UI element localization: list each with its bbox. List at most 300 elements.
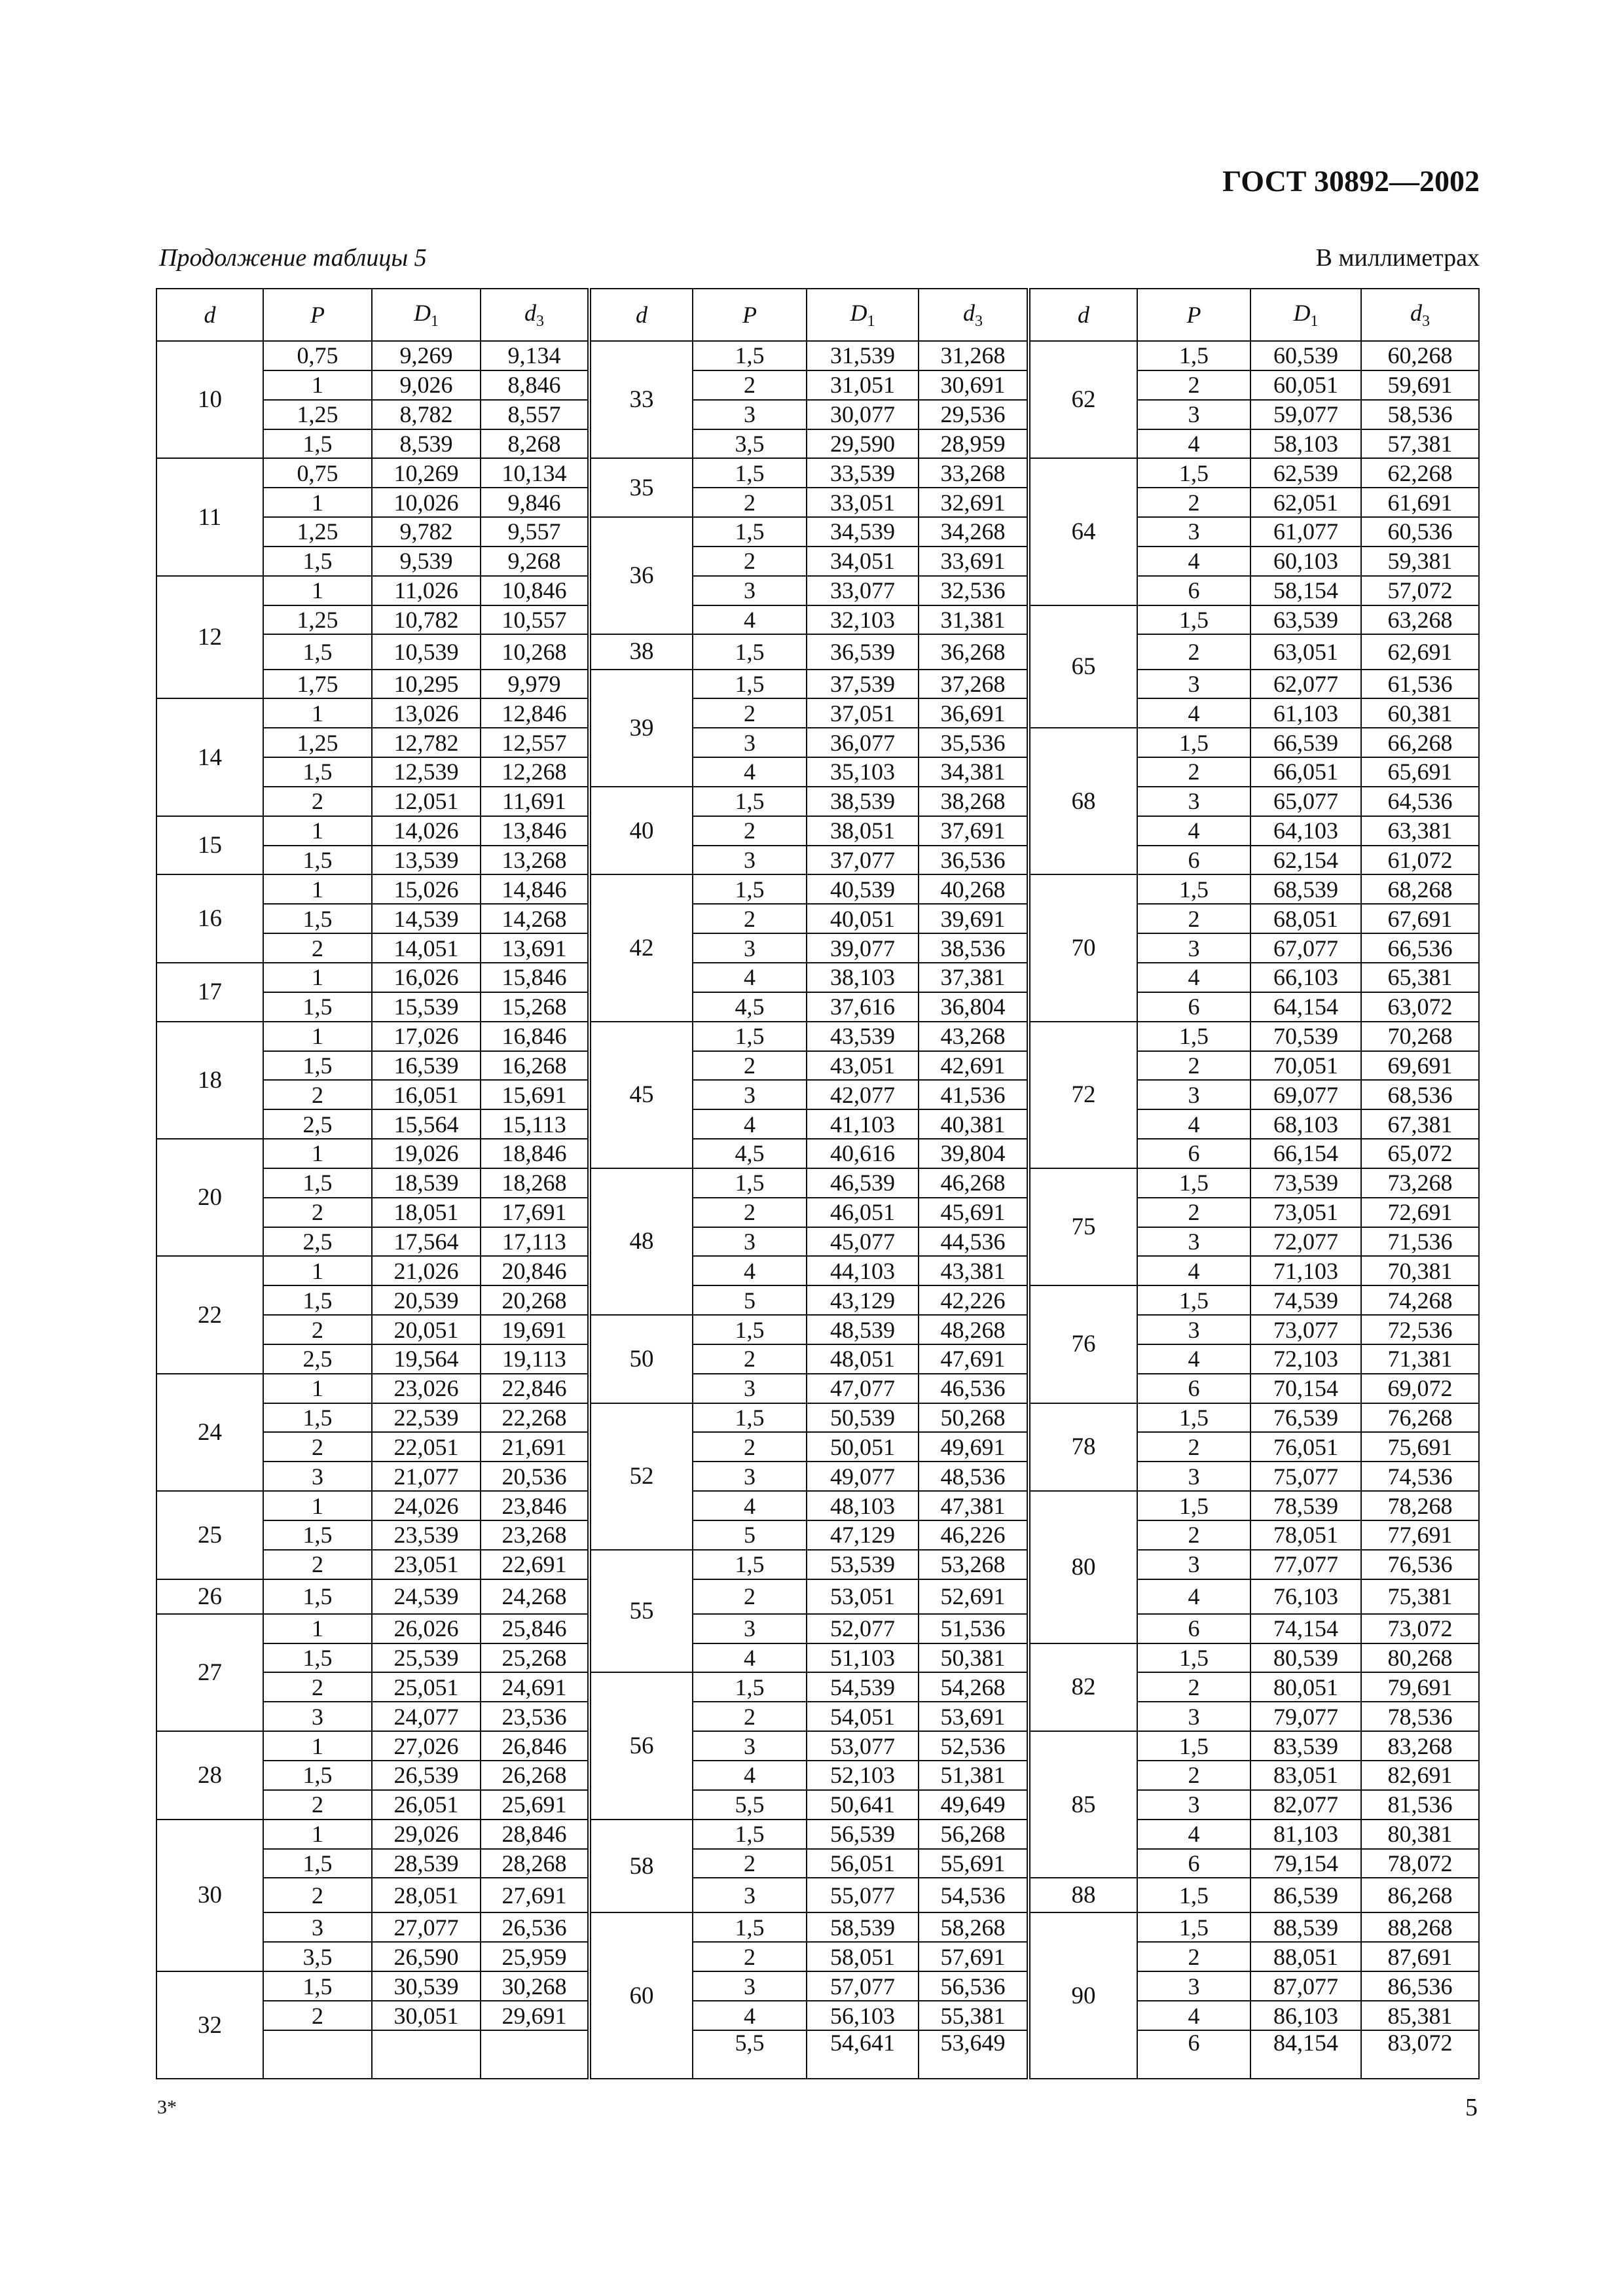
d1-cell: 23,026 <box>372 1374 481 1403</box>
pitch-cell: 3 <box>1137 1315 1250 1344</box>
d3-cell: 63,381 <box>1361 816 1479 846</box>
table-row <box>156 341 1479 370</box>
pitch-cell: 1,25 <box>263 400 372 429</box>
col-header-d3: $d_3$ <box>1361 289 1479 341</box>
units-label: В миллиметрах <box>1315 244 1480 272</box>
d1-cell: 82,077 <box>1250 1790 1361 1820</box>
d3-cell: 50,381 <box>919 1643 1029 1673</box>
page-number: 5 <box>1465 2094 1478 2121</box>
pitch-cell: 1,5 <box>1137 728 1250 757</box>
pitch-cell: 1,5 <box>1137 1022 1250 1051</box>
pitch-cell: 1,5 <box>1137 341 1250 370</box>
d3-cell: 36,536 <box>919 846 1029 875</box>
pitch-cell: 3 <box>693 1731 807 1761</box>
d3-cell: 12,846 <box>481 698 589 728</box>
d3-cell: 25,959 <box>481 1942 589 1971</box>
d3-cell: 64,536 <box>1361 787 1479 816</box>
table-row <box>156 1022 1479 1051</box>
pitch-cell: 3 <box>693 1878 807 1912</box>
d3-cell: 24,691 <box>481 1672 589 1702</box>
pitch-cell: 2 <box>693 1432 807 1462</box>
pitch-cell: 2 <box>263 1080 372 1109</box>
d1-cell: 46,539 <box>807 1168 919 1198</box>
d3-cell: 30,268 <box>481 1971 589 2001</box>
d3-cell: 23,846 <box>481 1491 589 1520</box>
diameter-cell: 72 <box>1029 1022 1137 1168</box>
diameter-cell: 70 <box>1029 874 1137 1021</box>
pitch-cell: 2 <box>1137 1520 1250 1550</box>
d1-cell: 16,539 <box>372 1051 481 1081</box>
d1-cell: 47,077 <box>807 1374 919 1403</box>
pitch-cell: 3 <box>263 1702 372 1731</box>
d3-cell: 22,268 <box>481 1403 589 1433</box>
d1-cell: 73,051 <box>1250 1198 1361 1227</box>
d3-cell: 75,381 <box>1361 1579 1479 1614</box>
d1-cell: 56,103 <box>807 2001 919 2030</box>
d3-cell: 32,536 <box>919 576 1029 605</box>
pitch-cell: 2,5 <box>263 1344 372 1374</box>
d1-cell: 18,051 <box>372 1198 481 1227</box>
d3-cell: 10,846 <box>481 576 589 605</box>
pitch-cell: 2 <box>1137 757 1250 787</box>
pitch-cell: 2 <box>263 1432 372 1462</box>
pitch-cell: 1,5 <box>263 1643 372 1673</box>
pitch-cell: 3 <box>1137 1227 1250 1257</box>
d3-cell: 31,381 <box>919 605 1029 635</box>
d3-cell: 85,381 <box>1361 2001 1479 2030</box>
d3-cell: 10,134 <box>481 458 589 488</box>
d3-cell: 33,691 <box>919 547 1029 576</box>
pitch-cell: 2 <box>1137 1198 1250 1227</box>
pitch-cell: 4 <box>1137 1344 1250 1374</box>
thread-dimensions-table <box>156 288 1480 2079</box>
d3-cell: 48,536 <box>919 1462 1029 1491</box>
d1-cell: 76,539 <box>1250 1403 1361 1433</box>
diameter-cell: 64 <box>1029 458 1137 605</box>
d3-cell: 19,113 <box>481 1344 589 1374</box>
pitch-cell: 4 <box>693 1761 807 1790</box>
pitch-cell: 3 <box>1137 1080 1250 1109</box>
d1-cell: 60,051 <box>1250 370 1361 400</box>
diameter-cell: 65 <box>1029 605 1137 728</box>
d1-cell: 29,590 <box>807 429 919 459</box>
pitch-cell: 6 <box>1137 1849 1250 1878</box>
d3-cell: 86,268 <box>1361 1878 1479 1912</box>
d1-cell: 26,539 <box>372 1761 481 1790</box>
table-row <box>156 1550 1479 1579</box>
d1-cell: 78,539 <box>1250 1491 1361 1520</box>
d3-cell: 58,536 <box>1361 400 1479 429</box>
d1-cell: 74,539 <box>1250 1285 1361 1315</box>
d1-cell: 10,269 <box>372 458 481 488</box>
d1-cell: 38,539 <box>807 787 919 816</box>
pitch-cell: 2 <box>263 1672 372 1702</box>
diameter-cell: 85 <box>1029 1731 1137 1878</box>
d3-cell: 59,381 <box>1361 547 1479 576</box>
d1-cell: 88,051 <box>1250 1942 1361 1971</box>
d1-cell: 18,539 <box>372 1168 481 1198</box>
d3-cell: 65,381 <box>1361 963 1479 992</box>
d3-cell: 39,804 <box>919 1139 1029 1168</box>
d1-cell: 28,539 <box>372 1849 481 1878</box>
pitch-cell: 1,5 <box>1137 1912 1250 1942</box>
table-row <box>156 874 1479 904</box>
d1-cell: 37,077 <box>807 846 919 875</box>
d1-cell: 52,077 <box>807 1614 919 1643</box>
d1-cell: 12,539 <box>372 757 481 787</box>
d1-cell: 75,077 <box>1250 1462 1361 1491</box>
d1-cell: 53,539 <box>807 1550 919 1579</box>
d1-cell: 60,539 <box>1250 341 1361 370</box>
d3-cell: 67,381 <box>1361 1109 1479 1139</box>
d3-cell: 73,072 <box>1361 1614 1479 1643</box>
pitch-cell: 6 <box>1137 2030 1250 2079</box>
pitch-cell: 1,5 <box>1137 1731 1250 1761</box>
diameter-cell: 55 <box>589 1550 693 1673</box>
d1-cell: 83,539 <box>1250 1731 1361 1761</box>
diameter-cell: 42 <box>589 874 693 1021</box>
diameter-cell: 18 <box>156 1022 263 1139</box>
d3-cell: 56,536 <box>919 1971 1029 2001</box>
d1-cell: 24,026 <box>372 1491 481 1520</box>
pitch-cell: 1,5 <box>263 904 372 933</box>
pitch-cell: 1,5 <box>693 1820 807 1849</box>
table-row <box>156 1462 1479 1491</box>
d3-cell: 43,268 <box>919 1022 1029 1051</box>
d3-cell: 57,072 <box>1361 576 1479 605</box>
d3-cell: 69,691 <box>1361 1051 1479 1081</box>
pitch-cell: 3 <box>693 1462 807 1491</box>
pitch-cell: 1 <box>263 1022 372 1051</box>
table-row <box>156 963 1479 992</box>
col-header-d1: $D_1$ <box>1250 289 1361 341</box>
d1-cell: 46,051 <box>807 1198 919 1227</box>
d3-cell: 9,134 <box>481 341 589 370</box>
diameter-cell: 75 <box>1029 1168 1137 1285</box>
pitch-cell: 2 <box>263 933 372 963</box>
d1-cell: 27,077 <box>372 1912 481 1942</box>
d1-cell: 84,154 <box>1250 2030 1361 2079</box>
d1-cell: 20,051 <box>372 1315 481 1344</box>
table-row <box>156 1168 1479 1198</box>
pitch-cell: 4 <box>693 1491 807 1520</box>
d1-cell: 26,026 <box>372 1614 481 1643</box>
pitch-cell: 1,25 <box>263 605 372 635</box>
col-header-p: P <box>1137 289 1250 341</box>
diameter-cell: 30 <box>156 1820 263 1971</box>
pitch-cell: 4,5 <box>693 992 807 1022</box>
d1-cell: 21,026 <box>372 1256 481 1285</box>
d1-cell: 25,051 <box>372 1672 481 1702</box>
pitch-cell: 3 <box>693 1227 807 1257</box>
table-row <box>156 1374 1479 1403</box>
pitch-cell: 1,5 <box>1137 605 1250 635</box>
d1-cell: 19,564 <box>372 1344 481 1374</box>
pitch-cell: 3 <box>1137 400 1250 429</box>
pitch-cell: 1 <box>263 1256 372 1285</box>
pitch-cell: 2 <box>1137 370 1250 400</box>
d3-cell: 39,691 <box>919 904 1029 933</box>
d1-cell: 51,103 <box>807 1643 919 1673</box>
pitch-cell: 1,5 <box>693 1672 807 1702</box>
pitch-cell: 1,5 <box>263 1971 372 2001</box>
pitch-cell: 1,25 <box>263 728 372 757</box>
d1-cell: 37,616 <box>807 992 919 1022</box>
pitch-cell: 2 <box>693 547 807 576</box>
d3-cell: 46,226 <box>919 1520 1029 1550</box>
d3-cell: 43,381 <box>919 1256 1029 1285</box>
d3-cell: 63,268 <box>1361 605 1479 635</box>
table-row <box>156 1849 1479 1878</box>
pitch-cell: 1 <box>263 874 372 904</box>
table-row <box>156 458 1479 488</box>
pitch-cell: 1,5 <box>1137 1878 1250 1912</box>
d3-cell: 12,268 <box>481 757 589 787</box>
d3-cell: 47,691 <box>919 1344 1029 1374</box>
d1-cell: 29,026 <box>372 1820 481 1849</box>
pitch-cell: 3 <box>693 846 807 875</box>
pitch-cell: 1,5 <box>1137 1403 1250 1433</box>
pitch-cell: 1 <box>263 1731 372 1761</box>
d1-cell: 80,051 <box>1250 1672 1361 1702</box>
d3-cell: 16,268 <box>481 1051 589 1081</box>
diameter-cell: 12 <box>156 576 263 699</box>
d1-cell: 14,026 <box>372 816 481 846</box>
d1-cell: 53,051 <box>807 1579 919 1614</box>
d3-cell: 55,381 <box>919 2001 1029 2030</box>
d1-cell: 71,103 <box>1250 1256 1361 1285</box>
d3-cell: 29,536 <box>919 400 1029 429</box>
pitch-cell: 4 <box>1137 2001 1250 2030</box>
table-row <box>156 1643 1479 1673</box>
d1-cell: 26,590 <box>372 1942 481 1971</box>
pitch-cell: 1,5 <box>693 341 807 370</box>
d3-cell: 18,846 <box>481 1139 589 1168</box>
table-row <box>156 605 1479 635</box>
d3-cell: 57,691 <box>919 1942 1029 1971</box>
d1-cell: 80,539 <box>1250 1643 1361 1673</box>
d3-cell: 52,536 <box>919 1731 1029 1761</box>
d3-cell: 13,268 <box>481 846 589 875</box>
pitch-cell: 2 <box>263 2001 372 2030</box>
table-row <box>156 1491 1479 1520</box>
d3-cell: 78,268 <box>1361 1491 1479 1520</box>
table-row <box>156 1227 1479 1257</box>
d1-cell: 13,026 <box>372 698 481 728</box>
pitch-cell: 1 <box>263 1491 372 1520</box>
pitch-cell: 1,5 <box>1137 458 1250 488</box>
d3-cell: 62,268 <box>1361 458 1479 488</box>
pitch-cell: 1 <box>263 816 372 846</box>
d1-cell: 76,051 <box>1250 1432 1361 1462</box>
d1-cell: 56,539 <box>807 1820 919 1849</box>
pitch-cell: 1,5 <box>693 634 807 669</box>
d1-cell: 38,051 <box>807 816 919 846</box>
d3-cell: 19,691 <box>481 1315 589 1344</box>
d3-cell: 67,691 <box>1361 904 1479 933</box>
d3-cell: 34,381 <box>919 757 1029 787</box>
pitch-cell: 1 <box>263 1374 372 1403</box>
d3-cell: 75,691 <box>1361 1432 1479 1462</box>
diameter-cell: 27 <box>156 1614 263 1731</box>
d1-cell: 62,154 <box>1250 846 1361 875</box>
pitch-cell: 1 <box>263 370 372 400</box>
d1-cell: 87,077 <box>1250 1971 1361 2001</box>
d1-cell: 9,269 <box>372 341 481 370</box>
d3-cell: 60,536 <box>1361 517 1479 547</box>
d3-cell: 34,268 <box>919 517 1029 547</box>
diameter-cell: 22 <box>156 1256 263 1373</box>
d1-cell: 22,539 <box>372 1403 481 1433</box>
table-row <box>156 1614 1479 1643</box>
d1-cell: 57,077 <box>807 1971 919 2001</box>
d3-cell: 15,691 <box>481 1080 589 1109</box>
d1-cell: 14,051 <box>372 933 481 963</box>
pitch-cell: 3 <box>1137 933 1250 963</box>
table-row <box>156 1432 1479 1462</box>
pitch-cell: 4 <box>693 2001 807 2030</box>
d3-cell: 87,691 <box>1361 1942 1479 1971</box>
d3-cell: 51,536 <box>919 1614 1029 1643</box>
col-header-p: P <box>693 289 807 341</box>
d1-cell: 16,051 <box>372 1080 481 1109</box>
diameter-cell: 48 <box>589 1168 693 1315</box>
d1-cell: 13,539 <box>372 846 481 875</box>
pitch-cell: 1 <box>263 576 372 605</box>
pitch-cell: 2 <box>693 1849 807 1878</box>
d3-cell: 25,268 <box>481 1643 589 1673</box>
pitch-cell: 4 <box>1137 816 1250 846</box>
d1-cell: 48,103 <box>807 1491 919 1520</box>
d1-cell: 66,539 <box>1250 728 1361 757</box>
d1-cell: 50,641 <box>807 1790 919 1820</box>
d3-cell: 21,691 <box>481 1432 589 1462</box>
d1-cell: 72,103 <box>1250 1344 1361 1374</box>
diameter-cell: 56 <box>589 1672 693 1819</box>
d3-cell: 41,536 <box>919 1080 1029 1109</box>
d3-cell: 56,268 <box>919 1820 1029 1849</box>
pitch-cell: 3 <box>693 1971 807 2001</box>
pitch-cell: 1,5 <box>263 1403 372 1433</box>
d1-cell: 52,103 <box>807 1761 919 1790</box>
d1-cell: 40,539 <box>807 874 919 904</box>
d1-cell: 9,539 <box>372 547 481 576</box>
d1-cell: 48,539 <box>807 1315 919 1344</box>
d1-cell: 68,051 <box>1250 904 1361 933</box>
diameter-cell: 60 <box>589 1912 693 2079</box>
d3-cell: 42,691 <box>919 1051 1029 1081</box>
d1-cell: 77,077 <box>1250 1550 1361 1579</box>
col-header-d1: $D_1$ <box>372 289 481 341</box>
d3-cell: 88,268 <box>1361 1912 1479 1942</box>
d1-cell: 79,154 <box>1250 1849 1361 1878</box>
d1-cell: 17,564 <box>372 1227 481 1257</box>
d1-cell: 42,077 <box>807 1080 919 1109</box>
d3-cell: 48,268 <box>919 1315 1029 1344</box>
d3-cell: 36,268 <box>919 634 1029 669</box>
col-header-d: d <box>1029 289 1137 341</box>
d3-cell: 38,268 <box>919 787 1029 816</box>
pitch-cell: 3 <box>693 1080 807 1109</box>
diameter-cell: 38 <box>589 634 693 669</box>
pitch-cell: 1,5 <box>263 1168 372 1198</box>
d3-cell: 83,268 <box>1361 1731 1479 1761</box>
diameter-cell: 36 <box>589 517 693 634</box>
d3-cell: 9,268 <box>481 547 589 576</box>
d3-cell: 26,268 <box>481 1761 589 1790</box>
d1-cell: 55,077 <box>807 1878 919 1912</box>
pitch-cell: 3 <box>263 1912 372 1942</box>
table-row <box>156 488 1479 517</box>
d1-cell: 30,077 <box>807 400 919 429</box>
d1-cell: 26,051 <box>372 1790 481 1820</box>
d1-cell: 45,077 <box>807 1227 919 1257</box>
pitch-cell: 3 <box>693 933 807 963</box>
d1-cell: 70,051 <box>1250 1051 1361 1081</box>
d1-cell: 74,154 <box>1250 1614 1361 1643</box>
pitch-cell: 4 <box>693 757 807 787</box>
d3-cell: 11,691 <box>481 787 589 816</box>
d3-cell: 17,113 <box>481 1227 589 1257</box>
pitch-cell: 2 <box>1137 488 1250 517</box>
pitch-cell: 1 <box>263 488 372 517</box>
pitch-cell: 1,5 <box>1137 1643 1250 1673</box>
d3-cell: 22,691 <box>481 1550 589 1579</box>
d1-cell: 15,026 <box>372 874 481 904</box>
d1-cell: 54,539 <box>807 1672 919 1702</box>
d3-cell: 60,381 <box>1361 698 1479 728</box>
d1-cell: 73,077 <box>1250 1315 1361 1344</box>
pitch-cell: 3 <box>693 400 807 429</box>
d3-cell: 15,113 <box>481 1109 589 1139</box>
d3-cell: 46,268 <box>919 1168 1029 1198</box>
pitch-cell: 2 <box>1137 1942 1250 1971</box>
pitch-cell: 1,5 <box>263 1520 372 1550</box>
d3-cell: 86,536 <box>1361 1971 1479 2001</box>
d3-cell: 53,649 <box>919 2030 1029 2079</box>
d1-cell: 25,539 <box>372 1643 481 1673</box>
table-row <box>156 576 1479 605</box>
d3-cell: 45,691 <box>919 1198 1029 1227</box>
pitch-cell: 2 <box>263 1198 372 1227</box>
diameter-cell: 82 <box>1029 1643 1137 1732</box>
d1-cell: 24,539 <box>372 1579 481 1614</box>
d1-cell: 21,077 <box>372 1462 481 1491</box>
pitch-cell: 0,75 <box>263 458 372 488</box>
d1-cell: 50,051 <box>807 1432 919 1462</box>
d3-cell: 17,691 <box>481 1198 589 1227</box>
d3-cell: 54,536 <box>919 1878 1029 1912</box>
d1-cell: 17,026 <box>372 1022 481 1051</box>
d3-cell: 81,536 <box>1361 1790 1479 1820</box>
d1-cell: 33,051 <box>807 488 919 517</box>
pitch-cell: 2,5 <box>263 1227 372 1257</box>
pitch-cell: 2 <box>693 904 807 933</box>
diameter-cell: 50 <box>589 1315 693 1403</box>
d3-cell: 58,268 <box>919 1912 1029 1942</box>
d1-cell: 61,077 <box>1250 517 1361 547</box>
table-row <box>156 634 1479 669</box>
d1-cell: 34,051 <box>807 547 919 576</box>
d1-cell: 43,539 <box>807 1022 919 1051</box>
diameter-cell: 58 <box>589 1820 693 1913</box>
d1-cell: 63,539 <box>1250 605 1361 635</box>
d1-cell: 58,103 <box>1250 429 1361 459</box>
pitch-cell: 2 <box>1137 1761 1250 1790</box>
d1-cell: 81,103 <box>1250 1820 1361 1849</box>
d3-cell: 16,846 <box>481 1022 589 1051</box>
d1-cell: 9,026 <box>372 370 481 400</box>
